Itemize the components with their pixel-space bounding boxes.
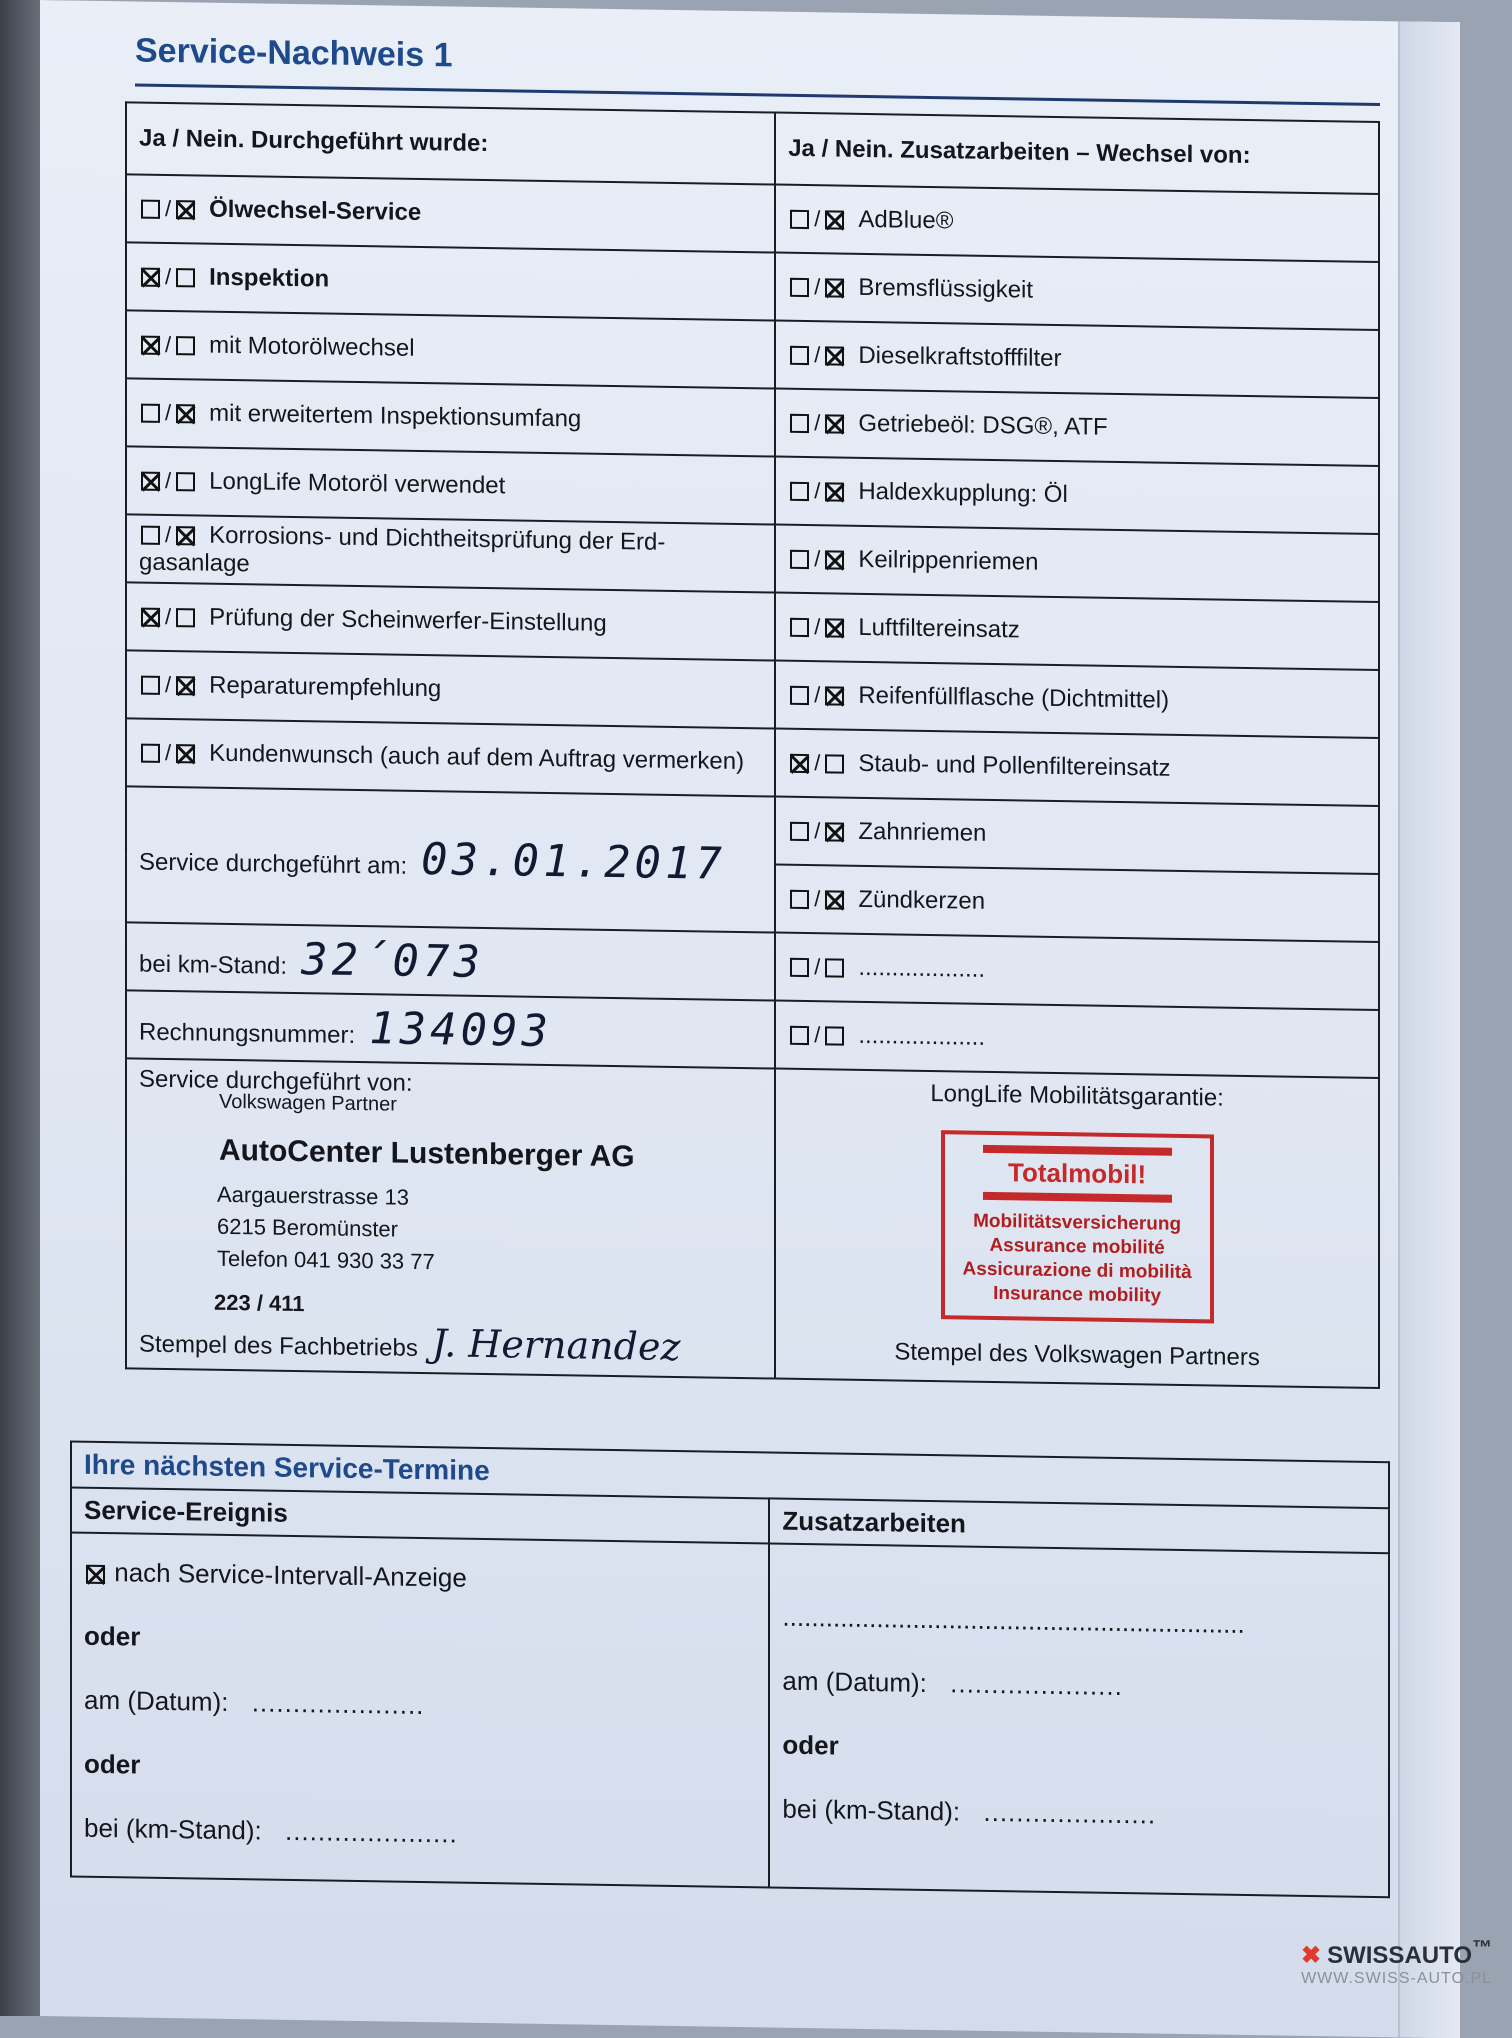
add-km-dots: ..................... [983, 1796, 1157, 1830]
left-item-1 [126, 242, 775, 320]
partner-stamp-cell [775, 1069, 1379, 1388]
right-item-label: Haldexkupplung: Öl [858, 477, 1068, 509]
km-label: bei km-Stand: [139, 950, 288, 980]
slash-separator: / [814, 886, 821, 912]
left-item-1-ja-checkbox[interactable] [141, 268, 160, 287]
right-item-6 [775, 593, 1379, 670]
km-cell [126, 922, 775, 1000]
right-item-0-ja-checkbox[interactable] [790, 210, 809, 229]
left-item-7 [126, 650, 775, 728]
slash-separator: / [165, 739, 172, 766]
right-item-0-nein-checkbox[interactable] [825, 210, 844, 229]
watermark-brand-text: SWISSAUTO [1327, 1942, 1472, 1969]
slash-separator: / [814, 614, 821, 640]
interval-option[interactable] [84, 1540, 756, 1615]
right-item-6-nein-checkbox[interactable] [825, 618, 844, 637]
right-item-7-ja-checkbox[interactable] [790, 686, 809, 705]
slash-separator: / [814, 410, 821, 436]
right-item-label: Zahnriemen [858, 817, 987, 847]
invoice-value: 134093 [369, 1002, 553, 1057]
right-item-3-nein-checkbox[interactable] [825, 414, 844, 433]
right-item-5-ja-nein [788, 545, 846, 573]
left-item-3-ja-checkbox[interactable] [141, 404, 160, 423]
service-event-cell [71, 1532, 769, 1887]
left-item-label: Prüfung der Scheinwerfer-Einstellung [209, 603, 607, 637]
left-item-1-ja-nein [139, 263, 197, 291]
right-item-12-ja-nein [788, 1021, 846, 1049]
right-item-10-ja-checkbox[interactable] [790, 890, 809, 909]
right-item-9-ja-checkbox[interactable] [790, 822, 809, 841]
left-item-5-ja-checkbox[interactable] [141, 526, 160, 545]
right-item-1-ja-checkbox[interactable] [790, 278, 809, 297]
left-item-0-ja-checkbox[interactable] [141, 200, 160, 219]
workshop-stamp-caption: Stempel des Fachbetriebs [139, 1330, 418, 1362]
performed-by-label: Service durchgeführt von: [139, 1065, 413, 1097]
slash-separator: / [814, 274, 821, 300]
page-edge [1398, 21, 1460, 2038]
left-item-label: Kundenwunsch (auch auf dem Auftrag vermerken) [209, 739, 745, 776]
right-item-label: Keilrippenriemen [858, 545, 1039, 576]
right-header: Ja / Nein. Zusatzarbeiten – Wechsel von: [775, 113, 1379, 194]
service-table [125, 101, 1380, 1389]
stamp-phone: Telefon 041 930 33 77 [217, 1245, 435, 1275]
left-item-5-ja-nein [139, 521, 197, 549]
signature: J. Hernandez [431, 1321, 681, 1370]
next-km-label: bei (km-Stand): [84, 1812, 262, 1846]
slash-separator: / [165, 331, 172, 358]
left-item-8 [126, 718, 775, 796]
right-item-11-nein-checkbox[interactable] [825, 958, 844, 977]
left-item-7-nein-checkbox[interactable] [176, 676, 195, 695]
left-item-6-ja-nein [139, 603, 197, 631]
service-date-cell [126, 786, 775, 932]
page-title: Service-Nachweis 1 [135, 31, 453, 75]
slash-separator: / [814, 206, 821, 232]
right-item-label: Bremsflüssigkeit [858, 273, 1034, 304]
slash-separator: / [814, 750, 821, 776]
right-item-6-ja-checkbox[interactable] [790, 618, 809, 637]
document-page [40, 0, 1460, 2038]
totalmobil-line: Mobilitätsversicherung [973, 1210, 1182, 1235]
left-item-7-ja-checkbox[interactable] [141, 676, 160, 695]
right-item-5-ja-checkbox[interactable] [790, 550, 809, 569]
slash-separator: / [814, 682, 821, 708]
interval-checkbox[interactable] [86, 1564, 105, 1583]
right-item-4-nein-checkbox[interactable] [825, 482, 844, 501]
next-date-field[interactable] [84, 1668, 756, 1743]
totalmobil-stamp [941, 1130, 1214, 1323]
invoice-cell [126, 990, 775, 1068]
left-item-2-ja-checkbox[interactable] [141, 336, 160, 355]
right-item-7 [775, 661, 1379, 738]
right-item-label: Staub- und Pollenfiltereinsatz [858, 749, 1171, 782]
additional-work-cell [769, 1543, 1389, 1897]
right-item-9-ja-nein [788, 817, 846, 845]
right-item-10-ja-nein [788, 885, 846, 913]
oder-label-1: oder [84, 1620, 141, 1652]
right-item-9 [775, 797, 1379, 874]
right-item-8-ja-nein [788, 749, 846, 777]
left-item-1-nein-checkbox[interactable] [176, 268, 195, 287]
right-item-5-nein-checkbox[interactable] [825, 550, 844, 569]
slash-separator: / [814, 478, 821, 504]
left-item-2-nein-checkbox[interactable] [176, 336, 195, 355]
workshop-stamp-cell [126, 1058, 775, 1378]
left-item-label: Ölwechsel-Service [209, 195, 422, 226]
right-item-11-ja-checkbox[interactable] [790, 958, 809, 977]
right-item-9-nein-checkbox[interactable] [825, 822, 844, 841]
right-item-3-ja-checkbox[interactable] [790, 414, 809, 433]
next-date-dots: ..................... [251, 1687, 425, 1721]
slash-separator: / [165, 671, 172, 698]
right-item-7-nein-checkbox[interactable] [825, 686, 844, 705]
right-item-11-ja-nein [788, 953, 846, 981]
next-km-field[interactable] [84, 1796, 756, 1871]
slash-separator: / [165, 467, 172, 494]
right-item-8-nein-checkbox[interactable] [825, 754, 844, 773]
slash-separator: / [814, 342, 821, 368]
totalmobil-line: Assurance mobilité [989, 1234, 1165, 1259]
totalmobil-brand: Totalmobil! [983, 1145, 1172, 1203]
totalmobil-line: Assicurazione di mobilità [962, 1258, 1192, 1284]
slash-separator: / [165, 521, 172, 548]
right-item-0 [775, 185, 1379, 262]
left-item-0 [126, 174, 775, 252]
watermark-brand [1301, 1937, 1492, 1970]
right-item-label: Getriebeöl: DSG®, ATF [858, 409, 1108, 441]
left-item-6-ja-checkbox[interactable] [141, 608, 160, 627]
left-item-4-nein-checkbox[interactable] [176, 472, 195, 491]
left-item-0-ja-nein [139, 195, 197, 223]
left-header: Ja / Nein. Durchgeführt wurde: [126, 102, 775, 184]
right-item-label: Dieselkraftstofffilter [858, 341, 1062, 373]
partner-stamp-caption: Stempel des Volkswagen Partners [894, 1338, 1260, 1372]
title-rule [135, 83, 1380, 106]
right-item-6-ja-nein [788, 613, 846, 641]
stamp-number: 223 / 411 [214, 1289, 305, 1317]
service-date-label: Service durchgeführt am: [139, 848, 408, 880]
right-item-2 [775, 321, 1379, 398]
left-item-3-ja-nein [139, 399, 197, 427]
left-item-6-nein-checkbox[interactable] [176, 608, 195, 627]
right-item-11 [775, 933, 1379, 1010]
left-item-label: Inspektion [209, 263, 330, 293]
left-item-5 [126, 514, 775, 592]
left-item-label: Korrosions- und Dichtheitsprüfung der Erd-gasanlage [139, 521, 666, 578]
slash-separator: / [814, 1022, 821, 1048]
left-item-8-ja-checkbox[interactable] [141, 744, 160, 763]
right-item-5 [775, 525, 1379, 602]
right-item-10 [775, 865, 1379, 942]
right-item-label: Zündkerzen [858, 885, 986, 915]
next-service-title: Ihre nächsten Service-Termine [71, 1441, 1389, 1508]
slash-separator: / [165, 603, 172, 630]
left-item-6 [126, 582, 775, 660]
right-item-3-ja-nein [788, 409, 846, 437]
right-item-label: Luftfiltereinsatz [858, 613, 1020, 644]
stamp-company: AutoCenter Lustenberger AG [219, 1133, 635, 1174]
right-item-1 [775, 253, 1379, 330]
right-item-10-nein-checkbox[interactable] [825, 890, 844, 909]
right-item-12 [775, 1001, 1379, 1078]
workshop-stamp-caption-row [139, 1317, 762, 1371]
additional-work-header: Zusatzarbeiten [769, 1498, 1389, 1553]
km-value: 32´073 [301, 933, 485, 988]
watermark-url: WWW.SWISS-AUTO.PL [1301, 1970, 1492, 1987]
slash-separator: / [165, 195, 172, 222]
right-item-2-nein-checkbox[interactable] [825, 346, 844, 365]
right-item-4-ja-checkbox[interactable] [790, 482, 809, 501]
left-item-label: mit erweitertem Inspektionsumfang [209, 399, 582, 433]
right-item-1-nein-checkbox[interactable] [825, 278, 844, 297]
left-item-7-ja-nein [139, 671, 197, 699]
invoice-label: Rechnungsnummer: [139, 1018, 356, 1049]
left-item-label: Reparaturempfehlung [209, 671, 442, 703]
right-item-4 [775, 457, 1379, 534]
stamp-partner: Volkswagen Partner [219, 1090, 397, 1116]
slash-separator: / [814, 546, 821, 572]
right-item-label: AdBlue® [858, 205, 954, 235]
left-item-3 [126, 378, 775, 456]
oder-label-3: oder [782, 1729, 839, 1761]
right-item-3 [775, 389, 1379, 466]
watermark [1301, 1937, 1492, 1988]
right-item-label: Reifenfüllflasche (Dichtmittel) [858, 681, 1170, 714]
next-km-dots: ..................... [284, 1815, 458, 1849]
slash-separator: / [814, 818, 821, 844]
service-date-value: 03.01.2017 [421, 833, 727, 890]
stamp-street: Aargauerstrasse 13 [217, 1181, 409, 1210]
left-item-2 [126, 310, 775, 388]
left-item-5-nein-checkbox[interactable] [176, 526, 195, 545]
mobility-guarantee-label: LongLife Mobilitätsgarantie: [930, 1079, 1224, 1112]
next-date-label: am (Datum): [84, 1684, 229, 1717]
watermark-tm: ™ [1472, 1937, 1492, 1959]
left-item-label: mit Motorölwechsel [209, 331, 415, 362]
right-item-12-nein-checkbox[interactable] [825, 1026, 844, 1045]
add-km-field[interactable] [782, 1777, 1376, 1850]
left-item-4 [126, 446, 775, 524]
right-item-2-ja-nein [788, 341, 846, 369]
add-date-dots: ..................... [950, 1668, 1123, 1702]
swissauto-logo-icon: ✖ [1300, 1942, 1322, 1969]
right-item-0-ja-nein [788, 205, 846, 233]
right-item-7-ja-nein [788, 681, 846, 709]
add-date-field[interactable] [782, 1649, 1376, 1722]
service-event-header: Service-Ereignis [71, 1487, 769, 1543]
left-item-4-ja-nein [139, 467, 197, 495]
right-item-8 [775, 729, 1379, 806]
left-item-0-nein-checkbox[interactable] [176, 200, 195, 219]
add-date-label: am (Datum): [782, 1665, 927, 1698]
add-km-label: bei (km-Stand): [782, 1793, 961, 1827]
right-item-2-ja-checkbox[interactable] [790, 346, 809, 365]
oder-label-2: oder [84, 1748, 141, 1780]
left-item-8-nein-checkbox[interactable] [176, 744, 195, 763]
right-item-8-ja-checkbox[interactable] [790, 754, 809, 773]
right-item-4-ja-nein [788, 477, 846, 505]
left-item-4-ja-checkbox[interactable] [141, 472, 160, 491]
left-item-label: LongLife Motoröl verwendet [209, 467, 506, 500]
slash-separator: / [165, 263, 172, 290]
interval-label: nach Service-Intervall-Anzeige [114, 1557, 467, 1593]
slash-separator: / [165, 399, 172, 426]
left-item-8-ja-nein [139, 739, 197, 767]
additional-work-dots[interactable]: ................................................................ [782, 1601, 1245, 1639]
right-item-12-ja-checkbox[interactable] [790, 1026, 809, 1045]
right-item-1-ja-nein [788, 273, 846, 301]
totalmobil-line: Insurance mobility [993, 1282, 1162, 1307]
next-service-table [70, 1440, 1390, 1898]
slash-separator: / [814, 954, 821, 980]
right-item-label: ................... [858, 1021, 986, 1051]
left-item-2-ja-nein [139, 331, 197, 359]
stamp-city: 6215 Beromünster [217, 1213, 398, 1242]
left-item-3-nein-checkbox[interactable] [176, 404, 195, 423]
right-item-label: ................... [858, 953, 986, 983]
